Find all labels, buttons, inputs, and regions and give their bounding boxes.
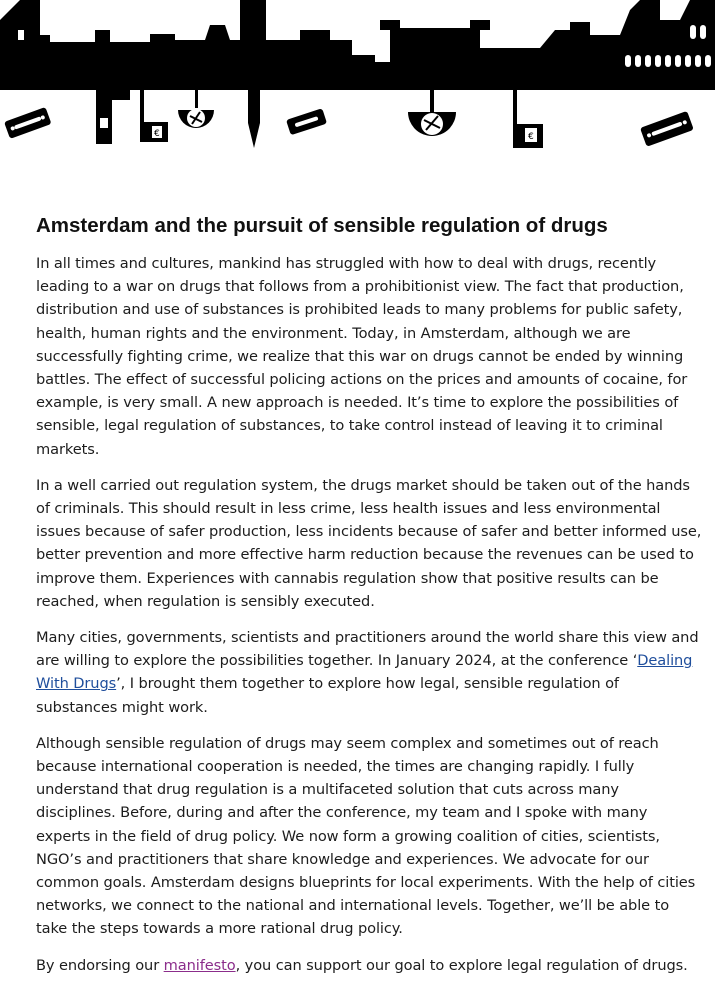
razor-blade-icon bbox=[286, 108, 327, 135]
manifesto-link[interactable]: manifesto bbox=[163, 956, 236, 974]
paragraph-1: In all times and cultures, mankind has struggled with how to deal with drugs, recently leading to a war on drugs that follows from a prohibitionist view. The fact that production, distribution and use of substances is prohibited leads to many problems for public safety, health, human rights and the environment. Today, in Amsterdam, although we are successfully fighting crime, we realize that this war on drugs cannot be ended by winning battles. The effect of successful policing actions on the prices and amounts of cocaine, for example, is very small. A new approach is needed. It’s time to explore the possibilities of sensible, legal regulation of substances, to take control instead of leaving it to criminal markets. bbox=[36, 255, 688, 458]
paragraph-5 bbox=[36, 954, 702, 977]
pistol-icon bbox=[96, 88, 130, 144]
header-banner bbox=[0, 0, 715, 170]
article bbox=[36, 212, 702, 990]
paragraph-3-text-after: ’, I brought them together to explore how legal, sensible regulation of substances might work. bbox=[36, 675, 619, 716]
paragraph-5-text-before: By endorsing our bbox=[36, 956, 164, 974]
dealing-with-drugs-link[interactable]: Dealing With Drugs bbox=[36, 652, 693, 693]
svg-text:€: € bbox=[154, 129, 160, 139]
razor-blade-icon bbox=[4, 107, 52, 139]
scale-bowl-icon bbox=[178, 88, 214, 128]
paragraph-2: In a well carried out regulation system, the drugs market should be taken out of the hands of criminals. This should result in less crime, less health issues and less environmental issues because of safer production, less incidents because of safer and better informed use, better prevention and more effective harm reduction because the revenues can be used to improve them. Experiences with cannabis regulation show that positive results can be reached, when regulation is sensibly executed. bbox=[36, 476, 702, 610]
razor-blade-icon bbox=[640, 111, 694, 147]
paragraph-5-text-after: , you can support our goal to explore legal regulation of drugs. bbox=[235, 956, 688, 974]
svg-text:€: € bbox=[528, 132, 534, 142]
paragraph-3-text-before: Many cities, governments, scientists and practitioners around the world share this view and are willing to explore the possibilities together. In January 2024, at the conference ‘ bbox=[36, 629, 699, 670]
paragraph-4: Although sensible regulation of drugs may seem complex and sometimes out of reach because international cooperation is needed, the times are changing rapidly. I fully understand that drug regulation is a multifaceted solution that cuts across many disciplines. Before, during and after the conference, my team and I spoke with many experts in the field of drug policy. We now form a growing coalition of cities, scientists, NGO’s and practitioners that share knowledge and experiences. We advocate for our common goals. Amsterdam designs blueprints for local experiments. With the help of cities networks, we connect to the national and international levels. Together, we’ll be able to take the steps towards a more rational drug policy. bbox=[36, 734, 696, 938]
amsterdam-skyline-illustration bbox=[0, 0, 715, 170]
euro-banknote-icon bbox=[513, 90, 543, 148]
euro-banknote-icon bbox=[140, 90, 168, 142]
paragraph-3 bbox=[36, 626, 702, 719]
syringe-icon bbox=[248, 88, 260, 148]
article-title: Amsterdam and the pursuit of sensible regulation of drugs bbox=[36, 214, 608, 237]
